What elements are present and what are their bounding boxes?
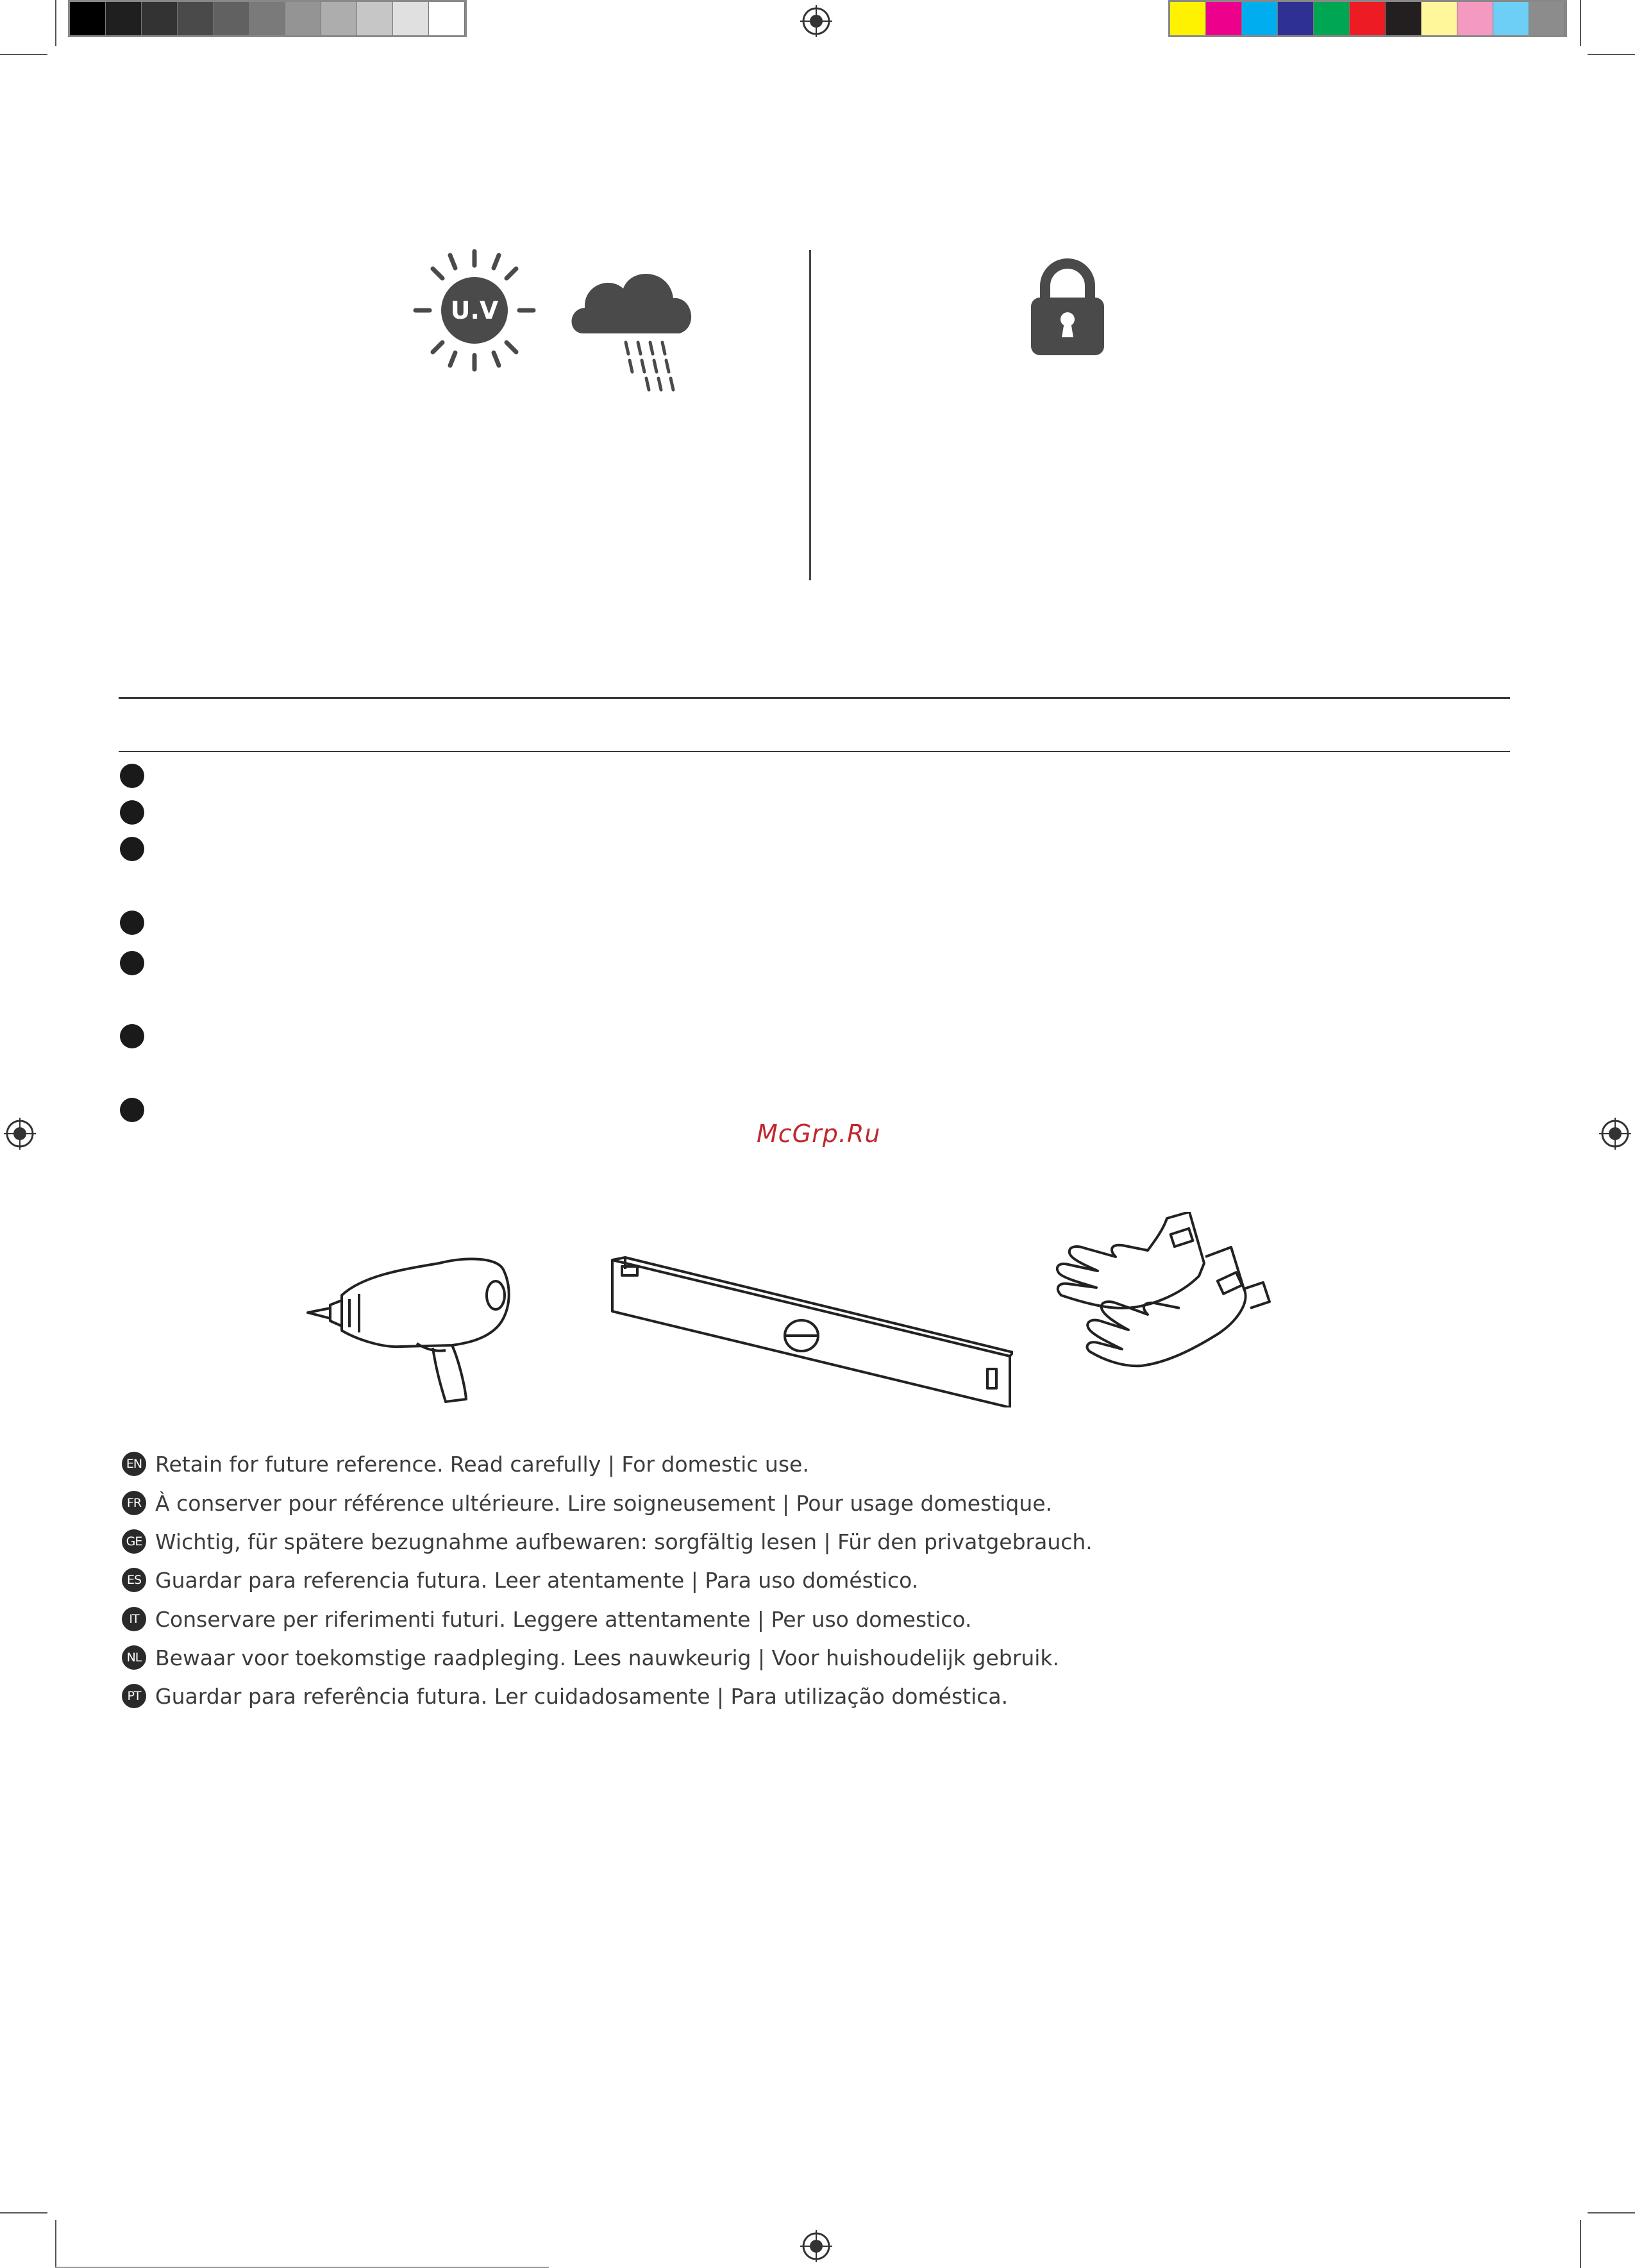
color-swatch [357,2,393,35]
language-notice-text: Guardar para referencia futura. Leer atentamente | Para uso doméstico. [155,1567,919,1593]
language-code-badge: IT [122,1607,146,1631]
list-bullet [120,800,144,825]
registration-mark-icon [800,5,832,37]
language-code-badge: ES [122,1568,146,1592]
color-swatch [1314,2,1350,35]
section-rule-top [119,697,1510,699]
crop-mark [1580,0,1581,46]
registration-mark-icon [1599,1118,1631,1150]
registration-mark-icon [4,1118,36,1150]
list-bullet [120,1098,144,1122]
watermark-text: McGrp.Ru [757,1120,881,1148]
language-notice-text: Bewaar voor toekomstige raadpleging. Lees nauwkeurig | Voor huishoudelijk gebruik. [155,1645,1060,1670]
language-line [122,1565,918,1595]
language-code-badge: NL [122,1645,146,1670]
section-rule-bottom [119,751,1510,752]
color-swatch [1529,2,1565,35]
rain-cloud-icon [564,256,705,404]
language-code-badge: FR [122,1491,146,1515]
crop-mark [0,2212,47,2213]
list-bullet [120,1024,144,1048]
language-line [122,1488,1052,1518]
language-notice-text: Guardar para referência futura. Ler cuidadosamente | Para utilização doméstica. [155,1683,1009,1709]
language-line [122,1681,1008,1711]
gloves-icon [1052,1212,1295,1398]
registration-mark-icon [800,2230,832,2262]
color-swatch [178,2,214,35]
uv-label: U.V [450,296,499,324]
color-swatch [393,2,429,35]
color-swatch [1350,2,1386,35]
language-notice-text: Conservare per riferimenti futuri. Leggere attentamente | Per uso domestico. [155,1606,972,1632]
color-swatch [142,2,178,35]
language-line [122,1449,809,1479]
language-line [122,1527,1093,1556]
gray-calibration-bar [68,0,467,37]
language-notice-text: À conserver pour référence ultérieure. Lire soigneusement | Pour usage domestique. [155,1490,1053,1516]
color-swatch [1278,2,1314,35]
color-swatch [1457,2,1493,35]
color-swatch [1170,2,1206,35]
color-swatch [1242,2,1278,35]
crop-mark [0,54,47,55]
crop-mark [55,2220,56,2268]
language-code-badge: GE [122,1529,146,1554]
language-line [122,1604,971,1634]
color-swatch [1421,2,1457,35]
crop-mark [1580,2220,1581,2268]
crop-mark [1588,2212,1635,2213]
spirit-level-icon [603,1254,1013,1407]
list-bullet [120,911,144,935]
padlock-icon [1026,255,1109,358]
crop-mark [1588,54,1635,55]
color-swatch [249,2,285,35]
color-swatch [106,2,142,35]
color-swatch [214,2,249,35]
color-swatch [1386,2,1421,35]
language-line [122,1643,1059,1672]
list-bullet [120,951,144,975]
color-swatch [429,2,465,35]
color-swatch [1493,2,1529,35]
crop-mark [55,0,56,46]
language-notice-text: Retain for future reference. Read carefully | For domestic use. [155,1451,809,1477]
list-bullet [120,764,144,788]
language-code-badge: PT [122,1684,146,1708]
color-swatch [1206,2,1242,35]
sun-uv-icon [410,246,539,374]
list-bullet [120,837,144,861]
drill-icon [305,1231,523,1404]
language-notice-text: Wichtig, für spätere bezugnahme aufbewaren: sorgfältig lesen | Für den privatgebrauch. [155,1529,1093,1554]
language-code-badge: EN [122,1452,146,1476]
color-swatch [70,2,106,35]
column-divider [809,250,811,580]
color-swatch [321,2,357,35]
color-calibration-bar [1168,0,1567,37]
color-swatch [285,2,321,35]
